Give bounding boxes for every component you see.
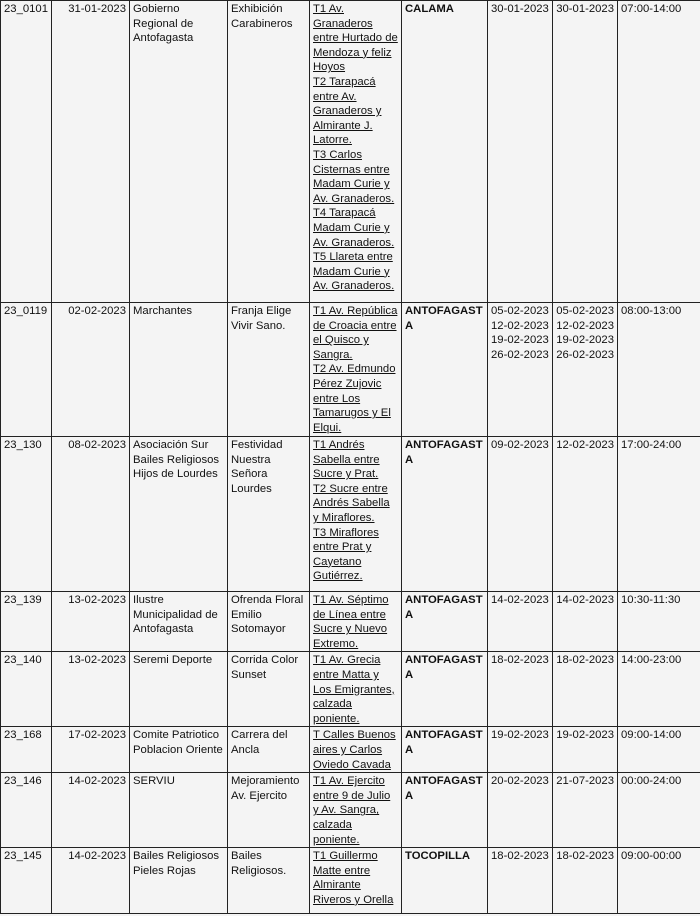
end-date-cell — [553, 303, 618, 437]
commune-cell: ANTOFAGASTA — [402, 303, 488, 437]
route-segments-cell — [310, 652, 402, 727]
start-date-cell — [488, 773, 553, 848]
event-id-cell: 23_139 — [1, 592, 52, 652]
end-date-cell — [553, 1, 618, 303]
route-segments-cell — [310, 727, 402, 773]
end-date-cell — [553, 773, 618, 848]
route-segment: T1 Av. Séptimo de Línea entre Sucre y Nuevo Extremo. — [313, 594, 389, 650]
route-segment: T1 Av. Grecia entre Matta y Los Emigrantes, calzada poniente. — [313, 654, 395, 725]
route-segment: T1 Av. República de Croacia entre el Quisco y Sangra. — [313, 305, 398, 361]
end-date: 19-02-2023 — [556, 334, 614, 347]
event-name-cell: Bailes Religiosos. — [228, 848, 310, 914]
event-id-cell: 23_146 — [1, 773, 52, 848]
event-id-cell: 23_0101 — [1, 1, 52, 303]
end-date: 18-02-2023 — [556, 850, 614, 863]
request-date-cell: 17-02-2023 — [52, 727, 130, 773]
organizer-cell: Gobierno Regional de Antofagasta — [130, 1, 228, 303]
end-date-cell — [553, 727, 618, 773]
end-date: 18-02-2023 — [556, 654, 614, 667]
event-name-cell: Franja Elige Vivir Sano. — [228, 303, 310, 437]
request-date-cell: 08-02-2023 — [52, 437, 130, 592]
start-date: 19-02-2023 — [491, 729, 549, 742]
request-date-cell: 14-02-2023 — [52, 773, 130, 848]
table-row — [1, 592, 700, 652]
start-date-cell — [488, 727, 553, 773]
end-date: 26-02-2023 — [556, 348, 614, 361]
start-date: 05-02-2023 — [491, 305, 549, 317]
route-segment: T5 Llareta entre Madam Curie y Av. Granaderos. — [313, 251, 395, 293]
organizer-cell: Seremi Deporte — [130, 652, 228, 727]
end-date-cell — [553, 437, 618, 592]
commune-cell: TOCOPILLA — [402, 848, 488, 914]
events-table-body — [1, 1, 700, 914]
route-segment: T1 Andrés Sabella entre Sucre y Prat. — [313, 439, 380, 481]
start-date-cell — [488, 652, 553, 727]
route-segment: T Calles Buenos aires y Carlos Oviedo Cavada — [313, 729, 396, 771]
request-date-cell: 14-02-2023 — [52, 848, 130, 914]
request-date-cell: 31-01-2023 — [52, 1, 130, 303]
table-row — [1, 1, 700, 303]
commune-cell: ANTOFAGASTA — [402, 652, 488, 727]
schedule-cell: 07:00-14:00 — [618, 1, 700, 303]
end-date: 21-07-2023 — [556, 775, 614, 788]
event-id-cell: 23_130 — [1, 437, 52, 592]
commune-cell: ANTOFAGASTA — [402, 727, 488, 773]
end-date: 30-01-2023 — [556, 3, 614, 15]
start-date-cell — [488, 592, 553, 652]
organizer-cell: Comite Patriotico Poblacion Oriente — [130, 727, 228, 773]
schedule-cell: 10:30-11:30 — [618, 592, 700, 652]
route-segments-cell — [310, 848, 402, 914]
event-name-cell: Carrera del Ancla — [228, 727, 310, 773]
event-name-cell: Ofrenda Floral Emilio Sotomayor — [228, 592, 310, 652]
start-date-cell — [488, 1, 553, 303]
start-date: 30-01-2023 — [491, 3, 549, 15]
route-segment: T3 Miraflores entre Prat y Cayetano Gutiérrez. — [313, 526, 379, 583]
schedule-cell: 08:00-13:00 — [618, 303, 700, 437]
commune-cell: ANTOFAGASTA — [402, 773, 488, 848]
schedule-cell: 00:00-24:00 — [618, 773, 700, 848]
start-date: 18-02-2023 — [491, 850, 549, 863]
route-segments-cell — [310, 437, 402, 592]
start-date: 12-02-2023 — [491, 319, 549, 332]
event-name-cell: Corrida Color Sunset — [228, 652, 310, 727]
organizer-cell: SERVIU — [130, 773, 228, 848]
end-date: 12-02-2023 — [556, 319, 614, 332]
event-name-cell: Exhibición Carabineros — [228, 1, 310, 303]
route-segment: T4 Tarapacá Madam Curie y Av. Granaderos. — [313, 207, 395, 249]
commune-cell: ANTOFAGASTA — [402, 437, 488, 592]
start-date: 14-02-2023 — [491, 594, 549, 606]
organizer-cell: Bailes Religiosos Pieles Rojas — [130, 848, 228, 914]
end-date-cell — [553, 848, 618, 914]
schedule-cell: 14:00-23:00 — [618, 652, 700, 727]
route-segment: T2 Av. Edmundo Pérez Zujovic entre Los Tamarugos y El Elqui. — [313, 363, 396, 434]
end-date: 12-02-2023 — [556, 439, 614, 451]
start-date-cell — [488, 437, 553, 592]
start-date: 20-02-2023 — [491, 775, 549, 788]
organizer-cell: Asociación Sur Bailes Religiosos Hijos de Lourdes — [130, 437, 228, 592]
route-segments-cell — [310, 303, 402, 437]
event-id-cell: 23_145 — [1, 848, 52, 914]
event-id-cell: 23_168 — [1, 727, 52, 773]
start-date: 18-02-2023 — [491, 654, 549, 667]
commune-cell: CALAMA — [402, 1, 488, 303]
end-date: 19-02-2023 — [556, 729, 614, 742]
end-date-cell — [553, 592, 618, 652]
table-row — [1, 652, 700, 727]
request-date-cell: 13-02-2023 — [52, 592, 130, 652]
start-date: 19-02-2023 — [491, 334, 549, 347]
organizer-cell: Ilustre Municipalidad de Antofagasta — [130, 592, 228, 652]
start-date-cell — [488, 848, 553, 914]
start-date: 09-02-2023 — [491, 439, 549, 451]
end-date-cell — [553, 652, 618, 727]
route-segment: T1 Guillermo Matte entre Almirante Riveros y Orella — [313, 850, 394, 906]
route-segment: T2 Tarapacá entre Av. Granaderos y Almirante J. Latorre. — [313, 75, 382, 147]
route-segments-cell — [310, 592, 402, 652]
table-row — [1, 848, 700, 914]
end-date: 05-02-2023 — [556, 305, 614, 317]
start-date: 26-02-2023 — [491, 348, 549, 361]
request-date-cell: 02-02-2023 — [52, 303, 130, 437]
request-date-cell: 13-02-2023 — [52, 652, 130, 727]
table-row — [1, 437, 700, 592]
table-row — [1, 727, 700, 773]
schedule-cell: 09:00-00:00 — [618, 848, 700, 914]
event-name-cell: Mejoramiento Av. Ejercito — [228, 773, 310, 848]
table-row — [1, 773, 700, 848]
end-date: 14-02-2023 — [556, 594, 614, 606]
route-segment: T1 Av. Ejercito entre 9 de Julio y Av. Sangra, calzada poniente. — [313, 775, 391, 846]
event-name-cell: Festividad Nuestra Señora Lourdes — [228, 437, 310, 592]
route-segments-cell — [310, 773, 402, 848]
organizer-cell: Marchantes — [130, 303, 228, 437]
route-segments-cell — [310, 1, 402, 303]
route-segment: T2 Sucre entre Andrés Sabella y Miraflores. — [313, 482, 390, 524]
route-segment: T1 Av. Granaderos entre Hurtado de Mendoza y feliz Hoyos — [313, 3, 398, 74]
schedule-cell: 17:00-24:00 — [618, 437, 700, 592]
event-id-cell: 23_140 — [1, 652, 52, 727]
schedule-cell: 09:00-14:00 — [618, 727, 700, 773]
commune-cell: ANTOFAGASTA — [402, 592, 488, 652]
table-row — [1, 303, 700, 437]
route-segment: T3 Carlos Cisternas entre Madam Curie y Av. Granaderos. — [313, 148, 395, 205]
event-id-cell: 23_0119 — [1, 303, 52, 437]
start-date-cell — [488, 303, 553, 437]
